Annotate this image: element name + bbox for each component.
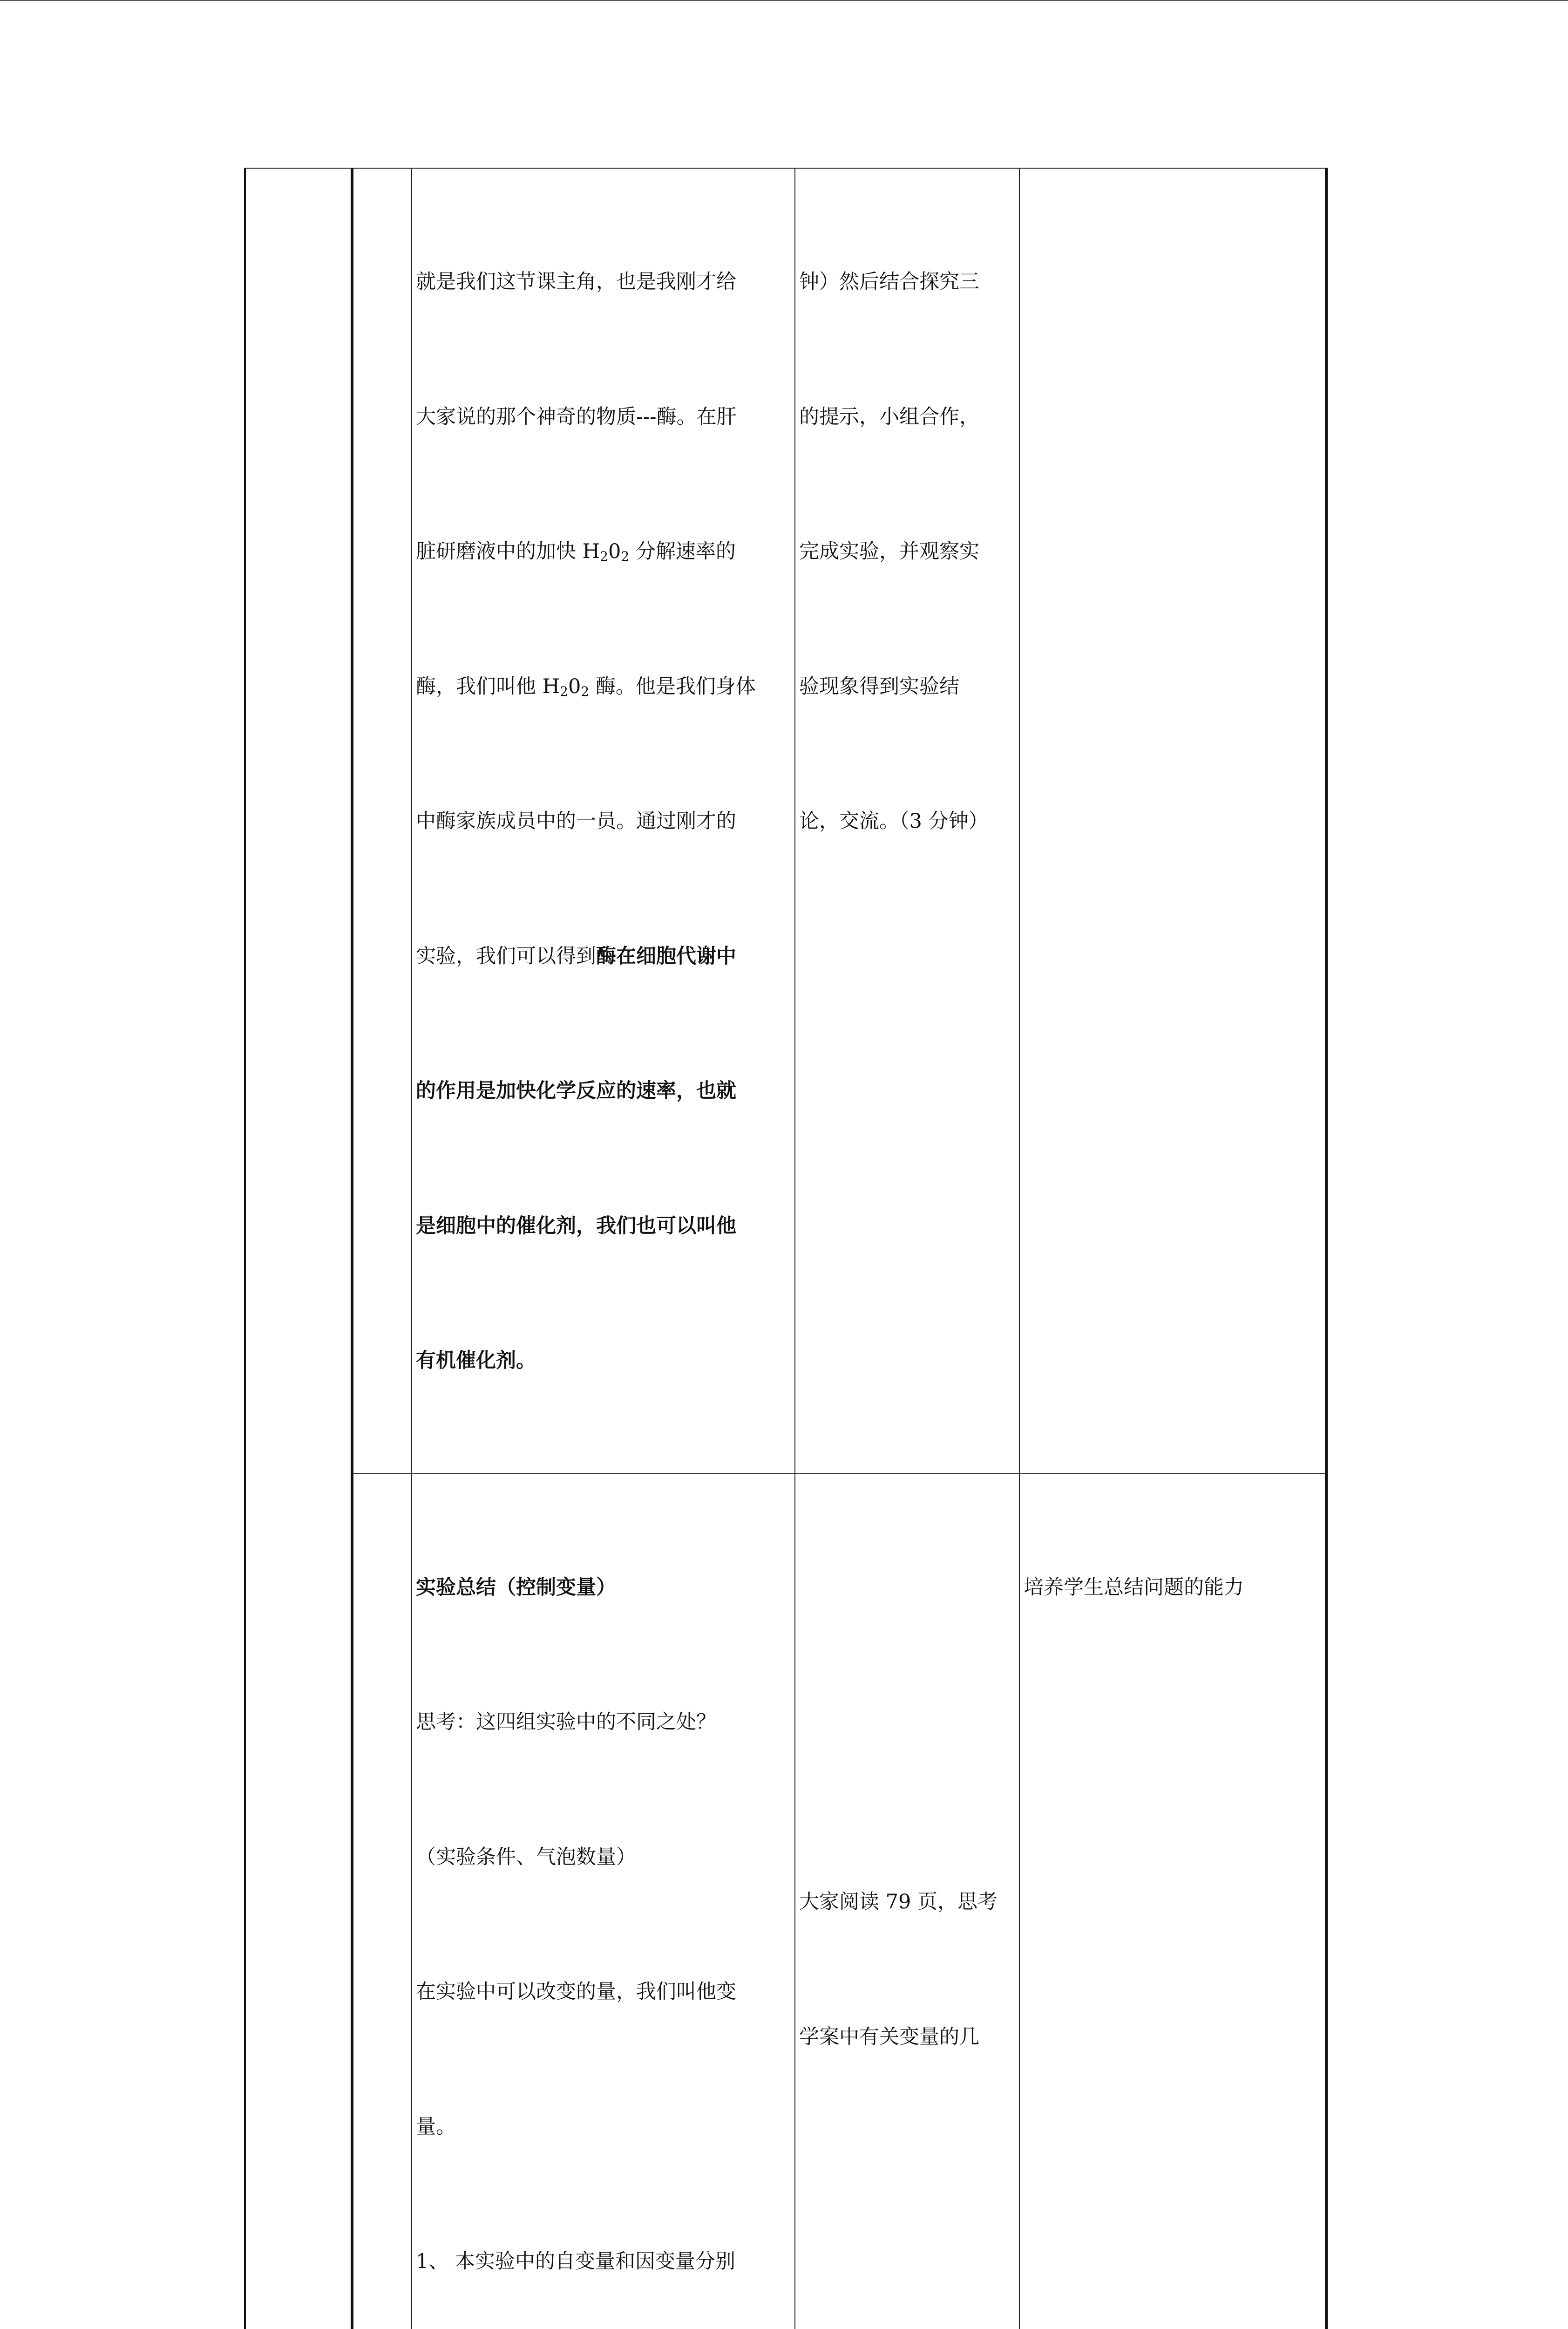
step-cell: [352, 168, 412, 1474]
text-line: 大家说的那个神奇的物质---酶。在肝: [416, 395, 792, 440]
text-line: 量。: [416, 2104, 792, 2150]
bold-text-line: 的作用是加快化学反应的速率，也就: [416, 1069, 792, 1114]
text-line-formula: 脏研磨液中的加快 $H_20_2$ 分解速率的: [416, 529, 792, 574]
table-row: [245, 168, 1326, 1474]
page-top-edge: [0, 0, 1568, 1]
bold-text-line: 是细胞中的催化剂，我们也可以叫他: [416, 1204, 792, 1249]
text-line-formula: 酶，我们叫他 $H_20_2$ 酶。他是我们身体: [416, 664, 792, 709]
text-line: 在实验中可以改变的量，我们叫他变: [416, 1969, 792, 2015]
text-line: 完成实验，并观察实: [799, 529, 1016, 574]
text-line: 大家阅读 79 页，思考: [799, 1880, 1016, 1925]
teacher-activity-cell: [412, 1474, 795, 2329]
text-line: 学案中有关变量的几: [799, 2015, 1016, 2060]
stage-cell: [245, 168, 352, 2329]
text-line: 的提示，小组合作，: [799, 395, 1016, 440]
bold-text-line: 有机催化剂。: [416, 1338, 792, 1383]
text-line: 就是我们这节课主角，也是我刚才给: [416, 259, 792, 305]
design-purpose-text: 培养学生总结问题的能力: [1024, 1565, 1322, 1610]
text-line-mixed: 实验，我们可以得到酶在细胞代谢中: [416, 934, 792, 979]
text-line: 思考：这四组实验中的不同之处？: [416, 1700, 792, 1745]
step-cell: [352, 1474, 412, 2329]
table-row: [245, 1474, 1326, 2329]
text-line: 中酶家族成员中的一员。通过刚才的: [416, 799, 792, 844]
teacher-activity-cell: [412, 168, 795, 1474]
lesson-plan-table: [244, 168, 1328, 2329]
design-purpose-cell: [1019, 1474, 1326, 2329]
text-line: （实验条件、气泡数量）: [416, 1835, 792, 1880]
text-line: 钟）然后结合探究三: [799, 259, 1016, 305]
design-purpose-cell: [1019, 168, 1326, 1474]
text-line: 验现象得到实验结: [799, 664, 1016, 709]
student-activity-cell: [795, 1474, 1019, 2329]
section-title: 实验总结（控制变量）: [416, 1565, 792, 1610]
student-activity-cell: [795, 168, 1019, 1474]
text-line: 论，交流。（3 分钟）: [799, 799, 1016, 844]
text-line: 1、 本实验中的自变量和因变量分别: [416, 2239, 792, 2284]
